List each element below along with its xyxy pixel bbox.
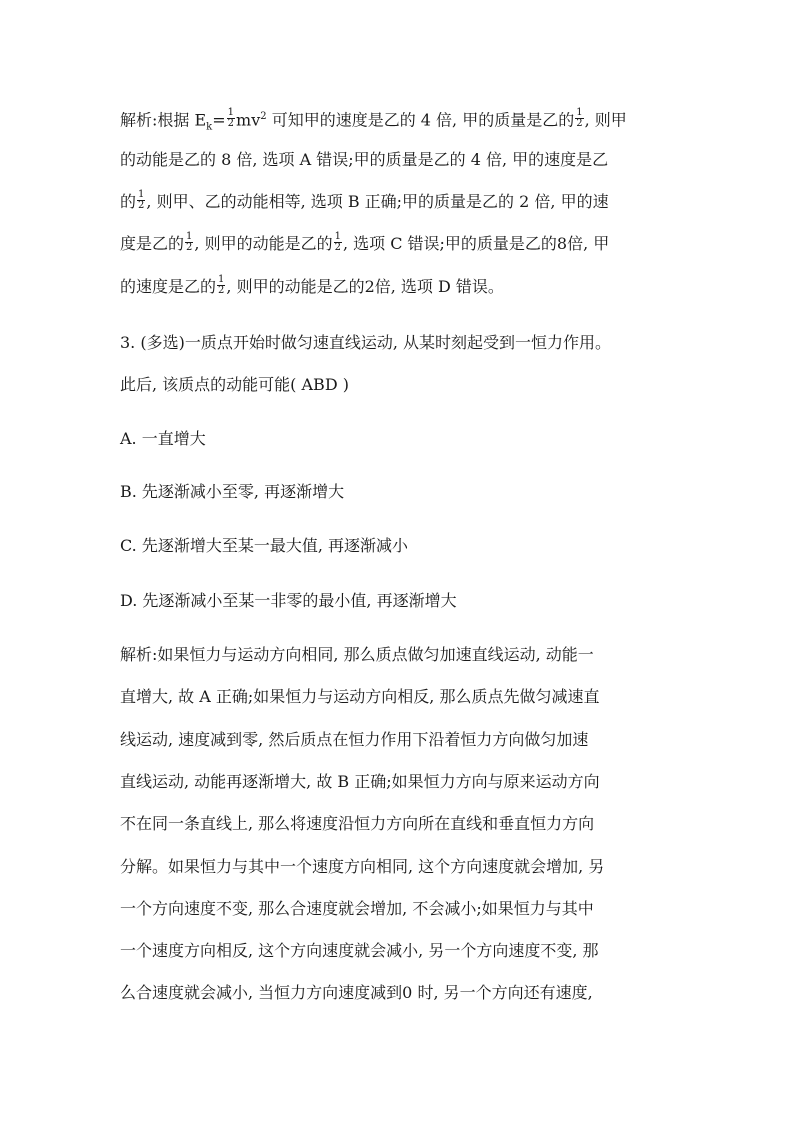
analysis2-line-9: 么合速度就会减小, 当恒力方向速度减到0 时, 另一个方向还有速度, — [120, 983, 593, 1002]
superscript: 2 — [260, 111, 267, 122]
question-3-line-1: 3. (多选)一质点开始时做匀速直线运动, 从某时刻起受到一恒力作用。 — [120, 333, 612, 352]
fraction-one-half: $\frac{1}{2}$ — [138, 189, 145, 211]
fraction-one-half: $\frac{1}{2}$ — [218, 274, 225, 296]
analysis1-line-4: 度是乙的 $\frac{1}{2}$ , 则甲的动能是乙的 $\frac{1}{2}$ , 选项 C 错误;甲的质量是乙的8倍, 甲 — [120, 231, 610, 253]
analysis1-line-3: 的 $\frac{1}{2}$ , 则甲、乙的动能相等, 选项 B 正确;甲的质量是乙的 2 倍, 甲的速 — [120, 189, 609, 211]
option-b: B. 先逐渐减小至零, 再逐渐增大 — [120, 482, 345, 501]
analysis1-line-1 — [120, 106, 627, 139]
analysis2-line-7: 一个方向速度不变, 那么合速度就会增加, 不会减小;如果恒力与其中 — [120, 899, 594, 918]
text: = — [212, 110, 226, 130]
analysis2-line-8: 一个速度方向相反, 这个方向速度就会减小, 另一个方向速度不变, 那 — [120, 941, 599, 960]
fraction-one-half: $\frac{1}{2}$ — [576, 107, 583, 130]
text: 解析:根据 E — [120, 110, 207, 130]
text: 可知甲的速度是乙的 4 倍, 甲的质量是乙的 — [266, 110, 575, 130]
fraction-one-half: $\frac{1}{2}$ — [334, 231, 341, 253]
analysis2-line-2: 直增大, 故 A 正确;如果恒力与运动方向相反, 那么质点先做匀减速直 — [120, 687, 600, 706]
fraction-one-half: $\frac{1}{2}$ — [186, 231, 193, 253]
analysis2-line-6: 分解。如果恒力与其中一个速度方向相同, 这个方向速度就会增加, 另 — [120, 857, 605, 876]
analysis2-line-5: 不在同一条直线上, 那么将速度沿恒力方向所在直线和垂直恒力方向 — [120, 814, 595, 833]
analysis2-line-3: 线运动, 速度减到零, 然后质点在恒力作用下沿着恒力方向做匀加速 — [120, 730, 589, 749]
question-3-line-2: 此后, 该质点的动能可能( ABD ) — [120, 375, 349, 394]
option-c: C. 先逐渐增大至某一最大值, 再逐渐减小 — [120, 536, 409, 555]
subscript: k — [206, 121, 213, 133]
analysis1-line-2: 的动能是乙的 8 倍, 选项 A 错误;甲的质量是乙的 4 倍, 甲的速度是乙 — [120, 150, 609, 169]
analysis1-line-5: 的速度是乙的 $\frac{1}{2}$ , 则甲的动能是乙的2倍, 选项 D 错误。 — [120, 274, 504, 296]
analysis2-line-1: 解析:如果恒力与运动方向相同, 那么质点做匀加速直线运动, 动能一 — [120, 645, 594, 664]
text: mv — [236, 110, 261, 130]
option-a: A. 一直增大 — [120, 429, 206, 448]
option-d: D. 先逐渐减小至某一非零的最小值, 再逐渐增大 — [120, 591, 457, 610]
text: , 则甲 — [584, 110, 627, 130]
fraction-one-half: $\frac{1}{2}$ — [227, 107, 235, 130]
analysis2-line-4: 直线运动, 动能再逐渐增大, 故 B 正确;如果恒力方向与原来运动方向 — [120, 772, 600, 791]
